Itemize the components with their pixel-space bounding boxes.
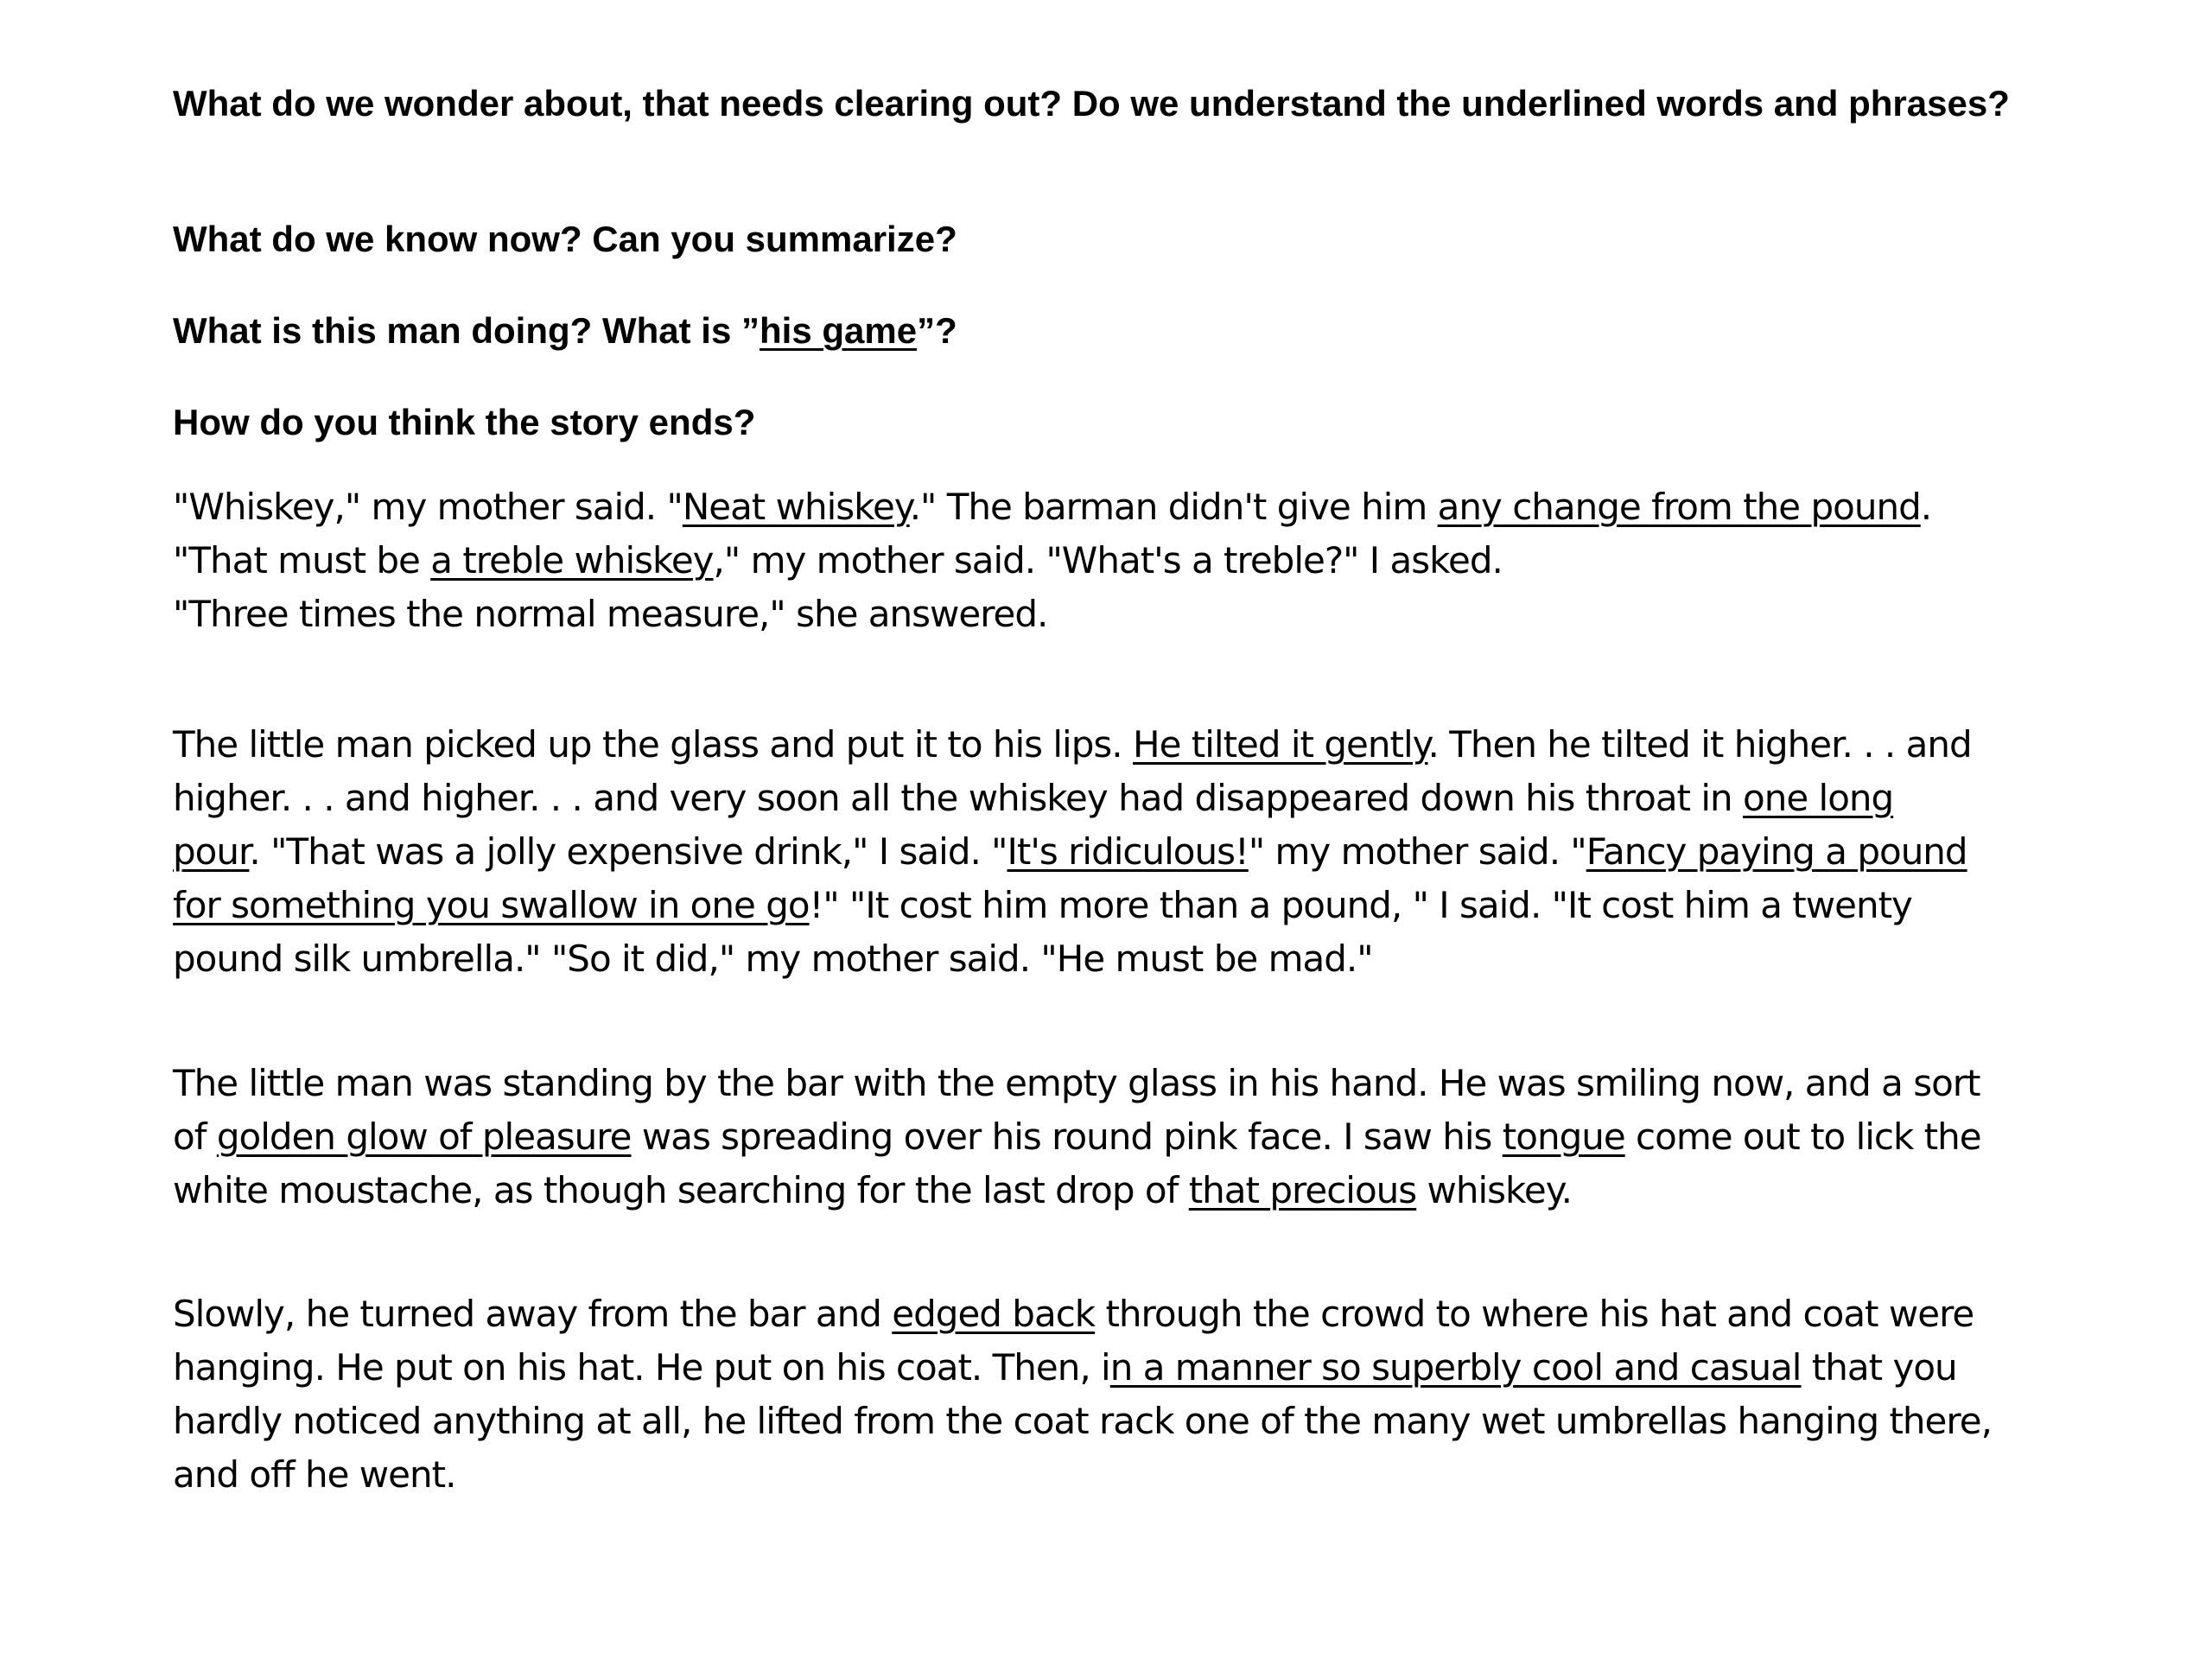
question-3-underlined-phrase: his game: [760, 310, 918, 351]
text-line: [173, 480, 2108, 534]
text-segment: hanging. He put on his hat. He put on his coat. Then, i: [173, 1346, 1110, 1389]
text-line: [173, 1287, 2108, 1341]
text-segment: higher. . . and higher. . . and very soon all the whiskey had disappeared down his throat in: [173, 777, 1744, 819]
underlined-phrase: one long: [1743, 777, 1894, 819]
text-segment: was spreading over his round pink face. I saw his: [631, 1116, 1503, 1158]
underlined-phrase: for something you swallow in one go: [173, 884, 810, 926]
text-segment: "Whiskey," my mother said. ": [173, 486, 683, 528]
text-line: The little man was standing by the bar with the empty glass in his hand. He was smiling now, and a sort: [173, 1062, 1980, 1104]
document-page: [173, 0, 2108, 1659]
text-line: [173, 718, 2108, 772]
underlined-phrase: Fancy paying a pound: [1586, 830, 1967, 873]
text-segment: The little man picked up the glass and put it to his lips.: [173, 723, 1133, 766]
question-4: How do you think the story ends?: [173, 402, 756, 442]
underlined-phrase: golden glow of pleasure: [216, 1116, 632, 1158]
underlined-phrase: He tilted it gently: [1132, 723, 1428, 766]
question-1: What do we wonder about, that needs clearing out? Do we understand the underlined words and phrases?: [173, 83, 2010, 124]
text-segment: of: [173, 1116, 217, 1158]
story-paragraph-3: [173, 1057, 2108, 1217]
text-line: pound silk umbrella." "So it did," my mother said. "He must be mad.": [173, 938, 1373, 980]
text-line: [173, 772, 2108, 825]
text-segment: "That must be: [173, 539, 431, 582]
underlined-phrase: edged back: [892, 1293, 1096, 1335]
text-segment: ," my mother said. "What's a treble?" I asked.: [713, 539, 1503, 582]
underlined-phrase: any change from the pound: [1437, 486, 1921, 528]
underlined-phrase: It's ridiculous!: [1007, 830, 1249, 873]
text-segment: . Then he tilted it higher. . . and: [1427, 723, 1972, 766]
text-segment: that you: [1801, 1346, 1957, 1389]
question-2: What do we know now? Can you summarize?: [173, 219, 957, 259]
story-paragraph-4: [173, 1287, 2108, 1502]
text-segment: come out to lick the: [1624, 1116, 1981, 1158]
story-paragraph-2: [173, 718, 2108, 986]
underlined-phrase: pour: [173, 830, 250, 873]
text-line: [173, 534, 2108, 588]
text-segment: Slowly, he turned away from the bar and: [173, 1293, 893, 1335]
text-line: and off he went.: [173, 1453, 456, 1496]
text-segment: white moustache, as though searching for the last drop of: [173, 1169, 1189, 1211]
text-line: [173, 1110, 2108, 1164]
text-line: [173, 1164, 2108, 1217]
text-line: hardly noticed anything at all, he lifted from the coat rack one of the many wet umbrellas hanging there,: [173, 1400, 1992, 1442]
text-segment: .: [1920, 486, 1932, 528]
text-segment: . "That was a jolly expensive drink," I said. ": [249, 830, 1007, 873]
underlined-phrase: n a manner so superbly cool and casual: [1109, 1346, 1802, 1389]
text-segment: ." The barman didn't give him: [909, 486, 1438, 528]
text-line: "Three times the normal measure," she answered.: [173, 593, 1048, 635]
question-3-text-b: ”?: [917, 310, 957, 351]
text-line: [173, 1341, 2108, 1395]
text-segment: " my mother said. ": [1248, 830, 1586, 873]
story-paragraph-1: [173, 480, 2108, 641]
underlined-phrase: that precious: [1188, 1169, 1417, 1211]
underlined-phrase: a treble whiskey: [430, 539, 714, 582]
text-line: [173, 879, 2108, 932]
text-segment: through the crowd to where his hat and coat were: [1095, 1293, 1974, 1335]
text-line: [173, 825, 2108, 879]
text-segment: whiskey.: [1416, 1169, 1572, 1211]
question-3: [173, 308, 2100, 353]
text-segment: !" "It cost him more than a pound, " I said. "It cost him a twenty: [809, 884, 1912, 926]
underlined-phrase: tongue: [1502, 1116, 1625, 1158]
question-3-text-a: What is this man doing? What is ”: [173, 310, 760, 351]
underlined-phrase: Neat whiskey: [682, 486, 910, 528]
